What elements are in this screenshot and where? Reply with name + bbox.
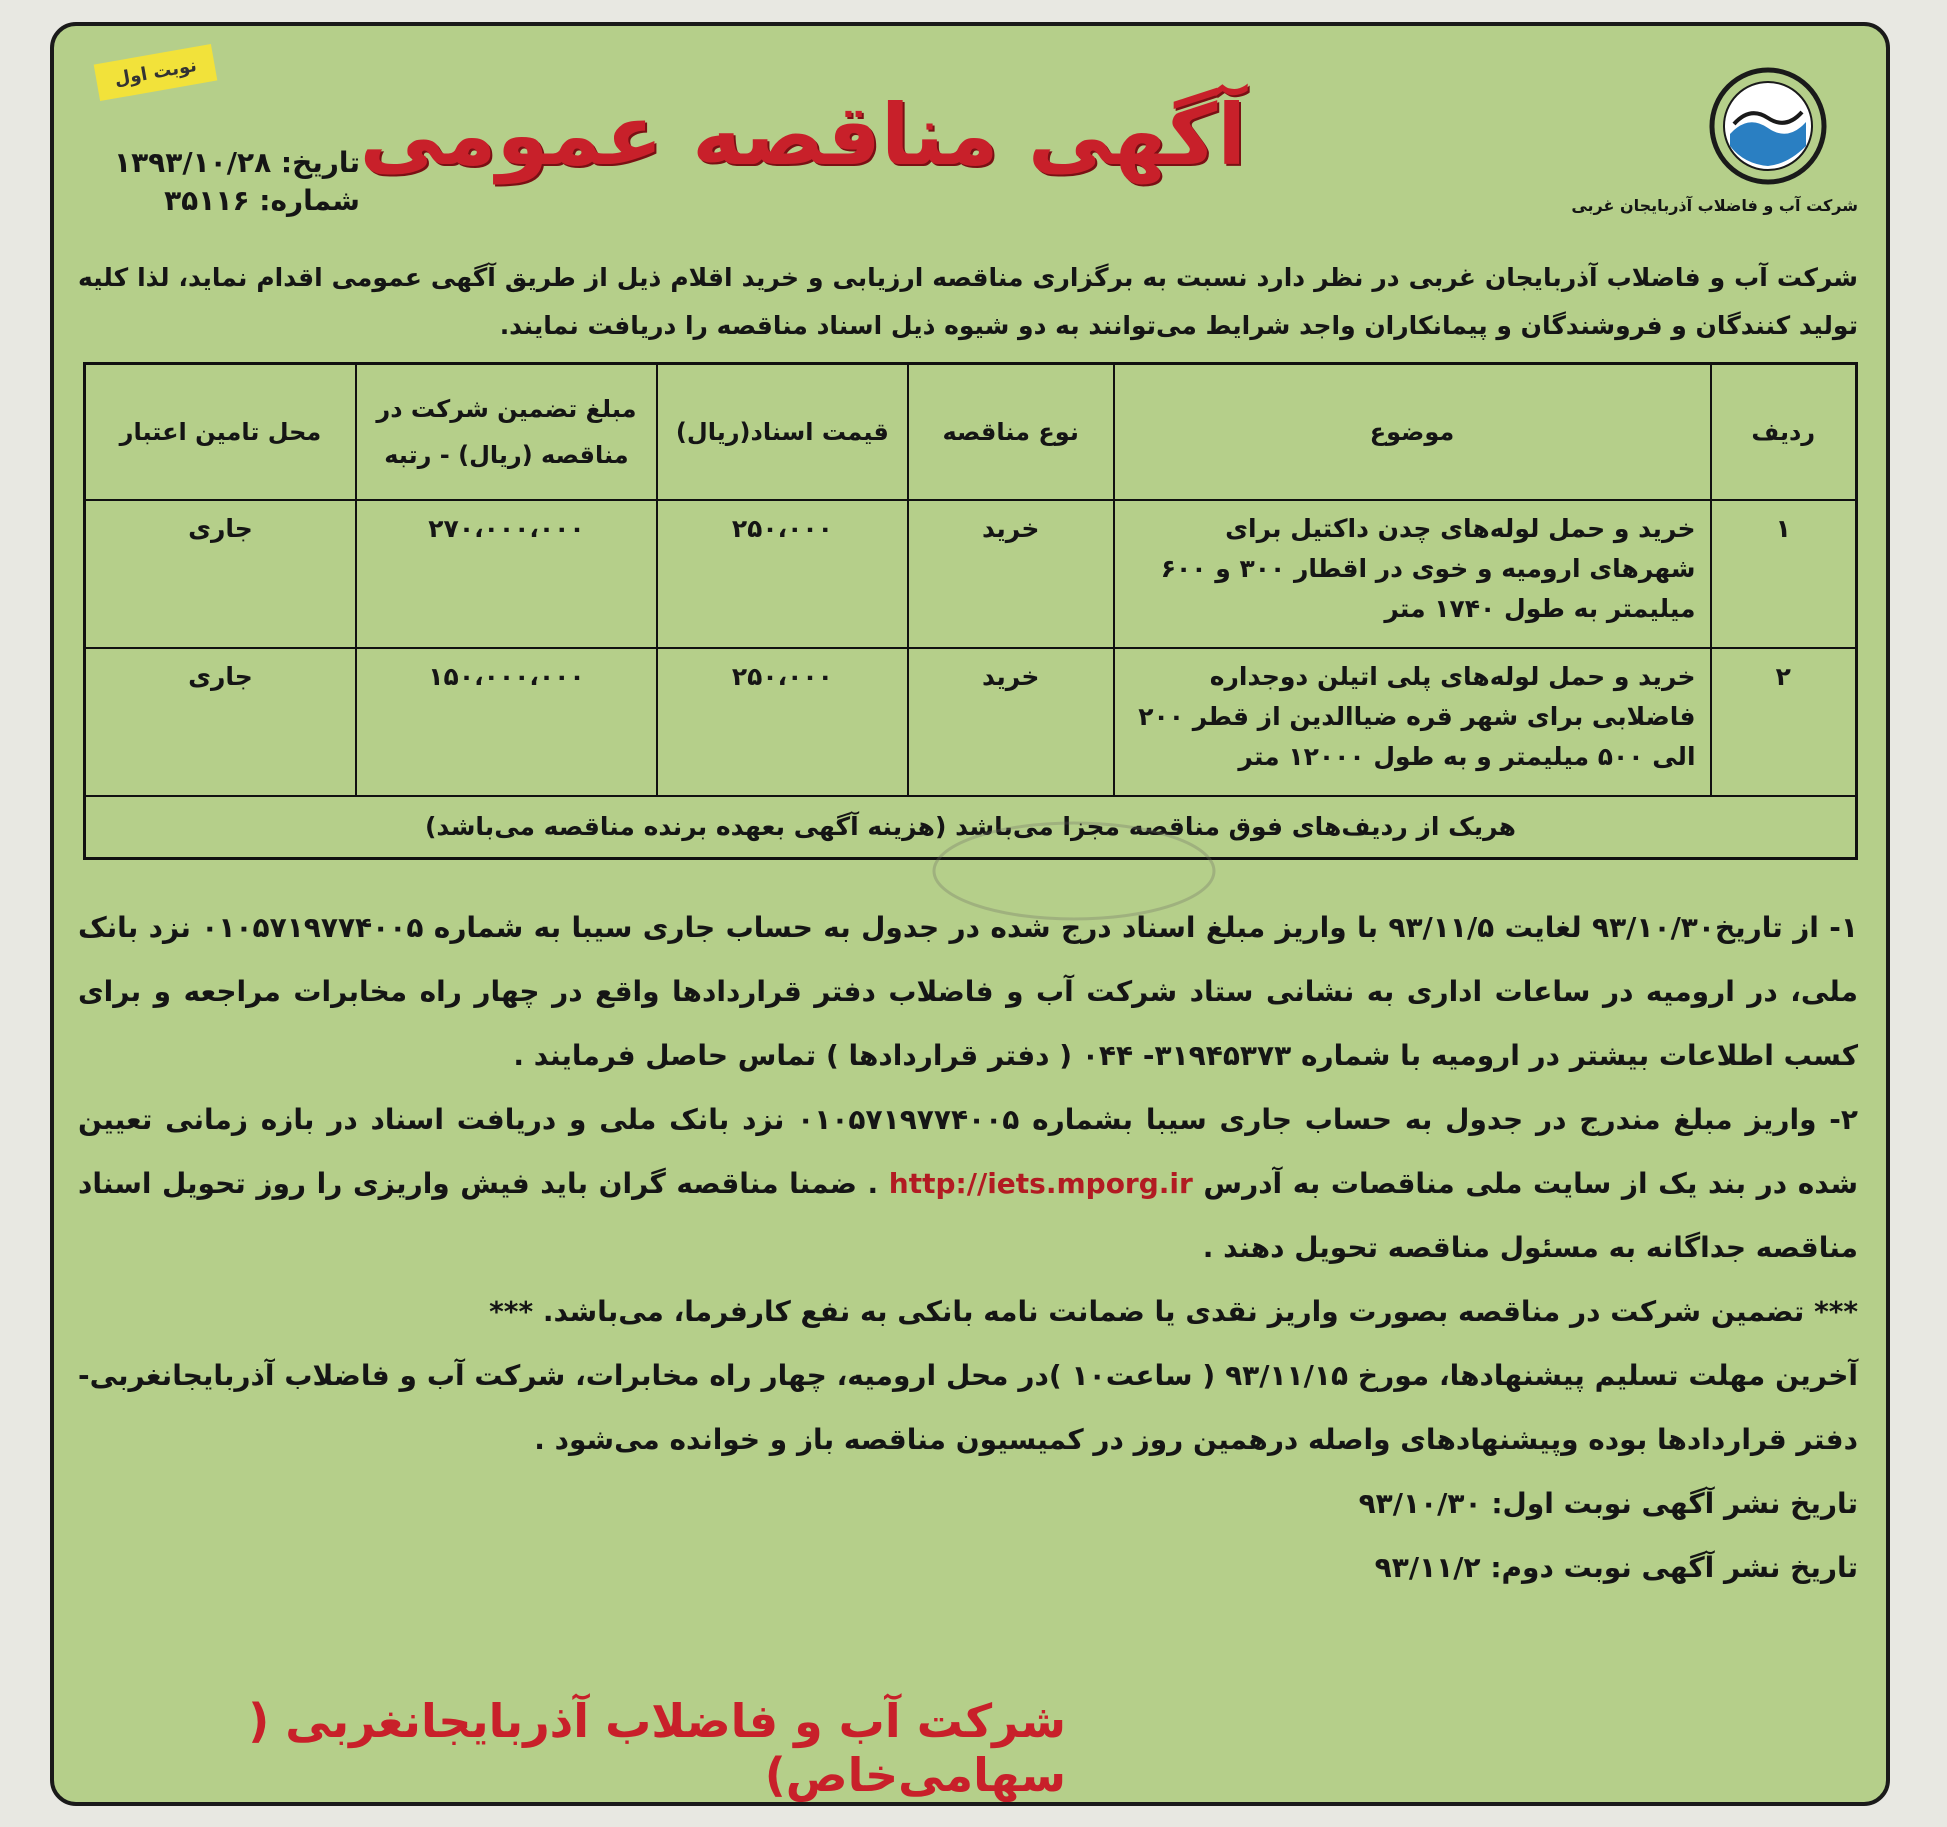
org-caption: شرکت آب و فاضلاب آذربایجان غربی [1571, 196, 1858, 215]
cell-guarantee: ۱۵۰،۰۰۰،۰۰۰ [356, 648, 657, 796]
notice-number: شماره: ۳۵۱۱۶ [164, 184, 360, 217]
second-publication-date: تاریخ نشر آگهی نوبت دوم: ۹۳/۱۱/۲ [1374, 1551, 1858, 1584]
header-subject: موضوع [1114, 364, 1711, 501]
guarantee-note: *** تضمین شرکت در مناقصه بصورت واریز نقدی یا ضمانت نامه بانکی به نفع کارفرما، می‌باشد. *** [489, 1295, 1858, 1328]
cell-row-number: ۲ [1711, 648, 1857, 796]
body-text [78, 896, 1858, 1600]
header-row-number: ردیف [1711, 364, 1857, 501]
cell-guarantee: ۲۷۰،۰۰۰،۰۰۰ [356, 500, 657, 648]
tender-site-link[interactable]: http://iets.mporg.ir [888, 1167, 1193, 1200]
clause-2-start: ۲- واریز مبلغ مندرج در جدول به حساب جاری سیبا بشماره ۰۱۰۵۷۱۹۷۷۴۰۰۵ نزد بانک ملی و دریافت اسناد در بازه زمانی تعیین شده در بند یک از سایت ملی مناقصات به آدرس [78, 1103, 1858, 1200]
cell-type: خرید [908, 648, 1114, 796]
table-row [85, 648, 1857, 796]
water-company-logo-icon [1708, 66, 1828, 186]
header-guarantee: مبلغ تضمین شرکت در مناقصه (ریال) - رتبه [356, 364, 657, 501]
cell-funding: جاری [85, 500, 356, 648]
cell-type: خرید [908, 500, 1114, 648]
company-signature: شرکت آب و فاضلاب آذربایجانغربی ( سهامی‌خاص) [248, 1694, 1066, 1802]
first-publication-date: تاریخ نشر آگهی نوبت اول: ۹۳/۱۰/۳۰ [1358, 1487, 1858, 1520]
cell-row-number: ۱ [1711, 500, 1857, 648]
intro-paragraph: شرکت آب و فاضلاب آذربایجان غربی در نظر دارد نسبت به برگزاری مناقصه ارزیابی و خرید اقلام ذیل از طریق آگهی عمومی اقدام نماید، لذا کلیه تولید کنندگان و فروشندگان و پیمانکاران واجد شرایط می‌توانند به دو شیوه ذیل اسناد مناقصه را دریافت نمایند. [78, 263, 1858, 340]
cell-funding: جاری [85, 648, 356, 796]
table-header-row [85, 364, 1857, 501]
cell-subject: خرید و حمل لوله‌های چدن داکتیل برای شهرهای ارومیه و خوی در اقطار ۳۰۰ و ۶۰۰ میلیمتر به طول ۱۷۴۰ متر [1114, 500, 1711, 648]
cell-price: ۲۵۰،۰۰۰ [657, 648, 908, 796]
date-block [114, 144, 360, 220]
publication-tag: نوبت اول [94, 44, 218, 101]
deadline-paragraph: آخرین مهلت تسلیم پیشنهادها، مورخ ۹۳/۱۱/۱۵ ( ساعت۱۰ )در محل ارومیه، چهار راه مخابرات، شرکت آب و فاضلاب آذربایجانغربی- دفتر قراردادها بوده وپیشنهادهای واصله درهمین روز در کمیسیون مناقصه باز و خوانده می‌شود . [78, 1359, 1858, 1456]
clause-2-end: . ضمنا مناقصه گران باید فیش واریزی را روز تحویل اسناد مناقصه جداگانه به مسئول مناقصه تحویل دهند . [78, 1167, 1858, 1264]
page-title: آگهی مناقصه عمومی [359, 86, 1246, 184]
clause-1: ۱- از تاریخ۹۳/۱۰/۳۰ لغایت ۹۳/۱۱/۵ با واریز مبلغ اسناد درج شده در جدول به حساب جاری سیبا به شماره ۰۱۰۵۷۱۹۷۷۴۰۰۵ نزد بانک ملی، در ارومیه در ساعات اداری به نشانی ستاد شرکت آب و فاضلاب دفتر قراردادها واقع در چهار راه مخابرات مراجعه و برای کسب اطلاعات بیشتر در ارومیه با شماره ۳۱۹۴۵۳۷۳- ۰۴۴ ( دفتر قراردادها ) تماس حاصل فرمایند . [78, 911, 1858, 1072]
table-row [85, 500, 1857, 648]
watermark-stamp-icon [924, 816, 1224, 926]
notice-date: تاریخ: ۱۳۹۳/۱۰/۲۸ [114, 146, 360, 179]
header-type: نوع مناقصه [908, 364, 1114, 501]
header-price: قیمت اسناد(ریال) [657, 364, 908, 501]
table-note: هریک از ردیف‌های فوق مناقصه مجزا می‌باشد (هزینه آگهی بعهده برنده مناقصه می‌باشد) [85, 796, 1857, 859]
cell-price: ۲۵۰،۰۰۰ [657, 500, 908, 648]
tender-notice [50, 22, 1890, 1806]
tender-table [83, 362, 1858, 860]
header-funding: محل تامین اعتبار [85, 364, 356, 501]
cell-subject: خرید و حمل لوله‌های پلی اتیلن دوجداره فاضلابی برای شهر قره ضیاالدین از قطر ۲۰۰ الی ۵۰۰ میلیمتر و به طول ۱۲۰۰۰ متر [1114, 648, 1711, 796]
clause-2 [78, 1088, 1858, 1280]
